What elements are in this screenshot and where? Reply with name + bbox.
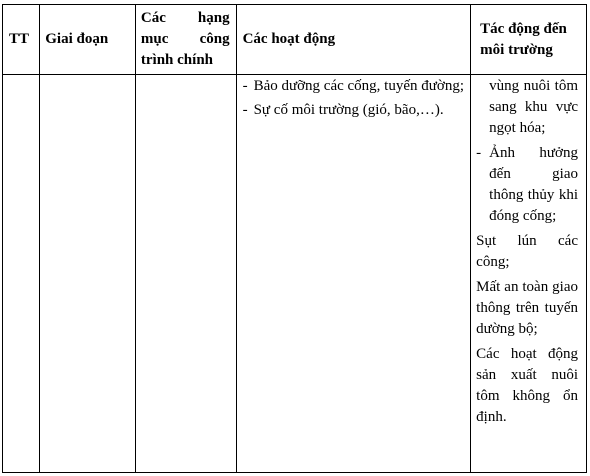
- activity-bullet: -: [242, 78, 248, 94]
- header-row: [3, 5, 587, 75]
- header-giai-doan: Giai đoạn: [40, 5, 136, 75]
- impact-item: [476, 143, 578, 227]
- header-hang-muc: Các hạng mục công trình chính: [135, 5, 236, 75]
- activity-text: Sự cố môi trường (gió, bão,…).: [253, 102, 444, 118]
- cell-tt: [3, 75, 40, 473]
- impact-item: Sụt lún các công;: [476, 233, 578, 270]
- cell-impacts: [471, 75, 587, 473]
- header-hoat-dong: Các hoạt động: [236, 5, 471, 75]
- impact-item: Các hoạt động sản xuất nuôi tôm không ổn định.: [476, 346, 578, 425]
- header-tt: TT: [3, 5, 40, 75]
- cell-hang-muc: [135, 75, 236, 473]
- impact-item: vùng nuôi tôm sang khu vực ngọt hóa;: [489, 78, 578, 136]
- activity-text: Bảo dưỡng các cống, tuyến đường;: [253, 78, 464, 94]
- header-tac-dong: Tác động đến môi trường: [471, 5, 587, 75]
- activity-item: [243, 100, 466, 121]
- table-row: [3, 75, 587, 473]
- cell-activities: [236, 75, 471, 473]
- environmental-impact-table: [2, 4, 587, 473]
- cell-giai-doan: [40, 75, 136, 473]
- impact-bullet: -: [476, 145, 482, 161]
- impact-text: Ảnh hưởng đến giao thông thủy khi đóng cống;: [489, 145, 578, 224]
- activity-item: [243, 76, 466, 97]
- impact-item: Mất an toàn giao thông trên tuyến dường bộ;: [476, 279, 578, 337]
- activity-bullet: -: [242, 102, 248, 118]
